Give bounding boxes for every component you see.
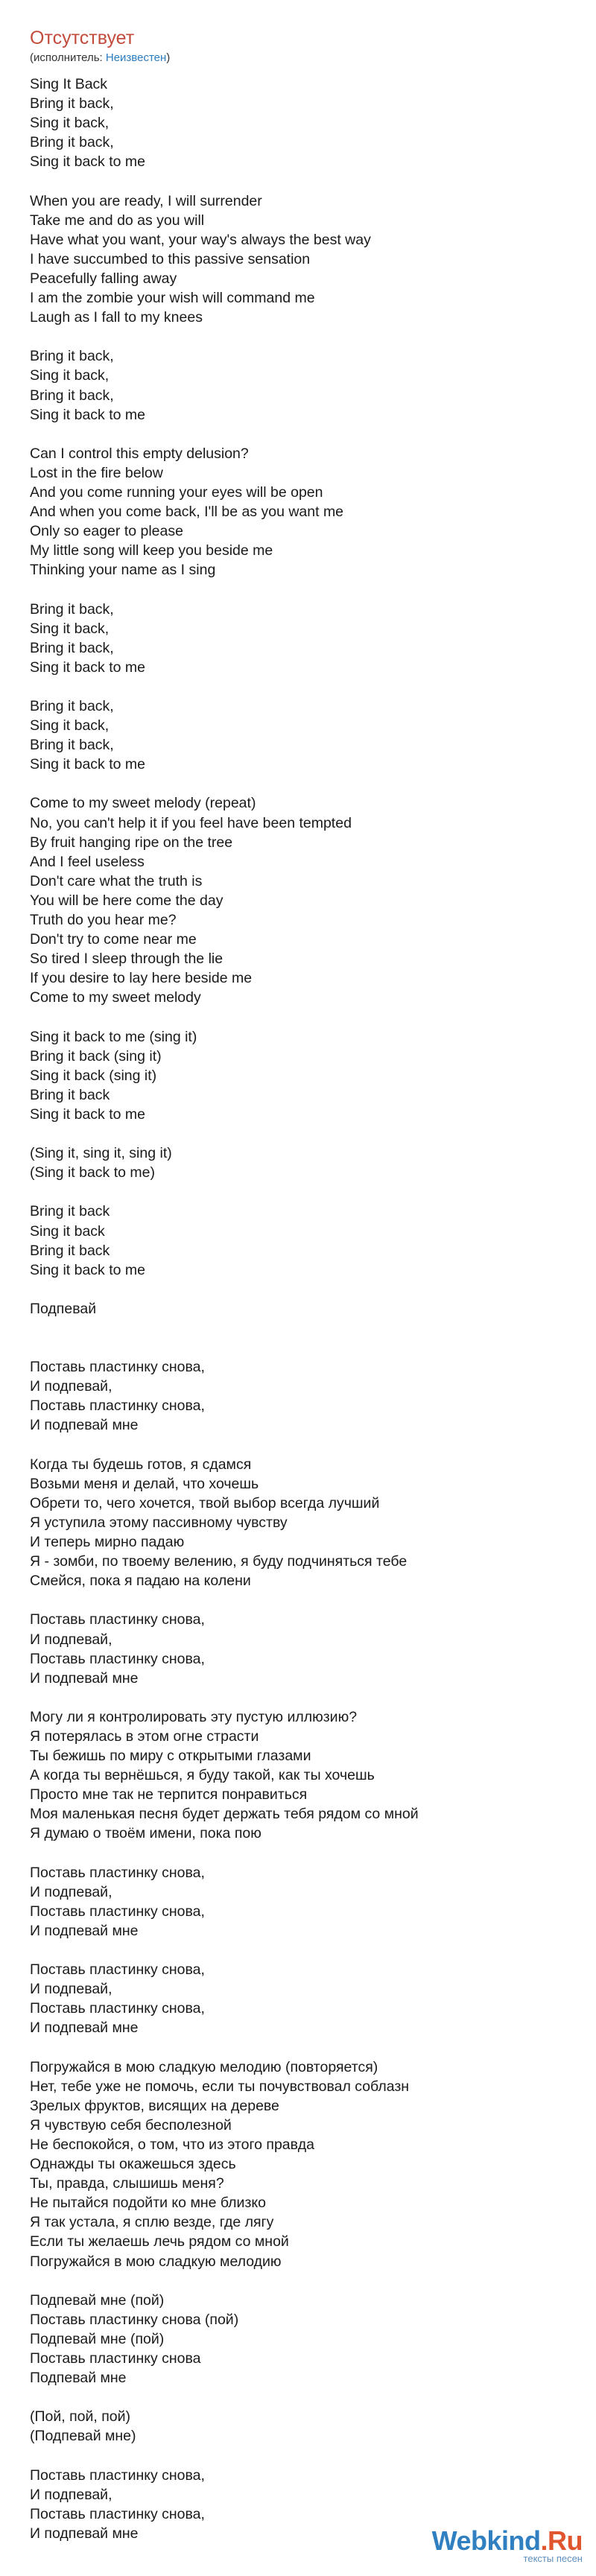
lyric-line: Подпевай [30, 1300, 97, 1317]
stanza-gap [30, 1844, 566, 1863]
lyric-line: Sing it back, [30, 367, 110, 384]
lyric-line: Могу ли я контролировать эту пустую иллюзию? [30, 1708, 358, 1725]
stanza-gap [30, 1435, 566, 1455]
lyric-line: Don't care what the truth is [30, 872, 203, 889]
lyric-line: Поставь пластинку снова, [30, 1903, 205, 1920]
logo-ru: .Ru [540, 2525, 583, 2556]
lyric-line: Bring it back [30, 1086, 110, 1103]
logo-subtitle: тексты песен [523, 2553, 583, 2564]
lyric-line: Я так устала, я сплю везде, где лягу [30, 2214, 274, 2231]
lyric-line: Подпевай мне [30, 2370, 127, 2387]
lyrics-stanza [30, 1299, 566, 1319]
lyric-line: Peacefully falling away [30, 270, 177, 287]
lyrics-stanza [30, 1357, 566, 1435]
lyrics-stanza [30, 1202, 566, 1279]
lyric-line: No, you can't help it if you feel have been tempted [30, 814, 352, 831]
lyric-line: Truth do you hear me? [30, 912, 177, 929]
lyric-line: Sing it back to me [30, 1105, 145, 1123]
lyric-line: By fruit hanging ripe on the tree [30, 834, 233, 851]
lyric-line: Bring it back, [30, 698, 114, 714]
stanza-gap [30, 1280, 566, 1299]
logo-web: Web [431, 2525, 487, 2556]
lyric-line: Поставь пластинку снова, [30, 1359, 205, 1376]
stanza-gap [30, 774, 566, 793]
lyric-line: Погружайся в мою сладкую мелодию [30, 2253, 282, 2270]
artist-suffix: ) [166, 51, 171, 64]
lyric-line: Поставь пластинку снова, [30, 1611, 205, 1628]
lyric-line: Sing it back to me [30, 1261, 145, 1278]
lyric-line: Зрелых фруктов, висящих на дереве [30, 2097, 279, 2114]
lyric-line: Я уступила этому пассивному чувству [30, 1514, 288, 1531]
lyric-line: (Подпевай мне) [30, 2428, 136, 2445]
stanza-gap [30, 1590, 566, 1610]
lyric-line: Когда ты будешь готов, я сдамся [30, 1456, 252, 1473]
lyric-line: Нет, тебе уже не помочь, если ты почувствовал соблазн [30, 2078, 410, 2095]
lyric-line: И подпевай мне [30, 1669, 139, 1687]
stanza-gap [30, 1182, 566, 1202]
lyric-line: Only so eager to please [30, 523, 183, 540]
lyric-line: И подпевай мне [30, 2020, 139, 2037]
lyric-line: And when you come back, I'll be as you want me [30, 504, 344, 521]
lyric-line: Come to my sweet melody [30, 989, 201, 1006]
stanza-gap [30, 1319, 566, 1357]
lyric-line: Bring it back [30, 1203, 110, 1220]
lyric-line: (Пой, пой, пой) [30, 2408, 131, 2426]
lyric-line: Поставь пластинку снова, [30, 1864, 205, 1881]
lyric-line: И подпевай мне [30, 2525, 139, 2542]
stanza-gap [30, 1688, 566, 1707]
lyric-line: Sing it back to me [30, 756, 145, 773]
lyric-line: Laugh as I fall to my knees [30, 309, 203, 326]
lyric-line: Sing it back to me [30, 153, 145, 171]
lyric-line: I am the zombie your wish will command me [30, 290, 315, 307]
lyric-line: Я думаю о твоём имени, пока пою [30, 1825, 261, 1842]
lyric-line: Lost in the fire below [30, 464, 163, 481]
stanza-gap [30, 327, 566, 346]
stanza-gap [30, 171, 566, 191]
lyric-line: Я чувствую себя бесполезной [30, 2116, 232, 2134]
lyrics-stanza [30, 1455, 566, 1591]
lyric-line: Bring it back, [30, 737, 114, 754]
lyric-line: Can I control this empty delusion? [30, 445, 249, 462]
lyric-line: Ты, правда, слышишь меня? [30, 2175, 224, 2192]
lyric-line: Bring it back [30, 1242, 110, 1259]
lyric-line: Sing It Back [30, 76, 108, 92]
lyric-line: Sing it back, [30, 620, 110, 637]
lyrics-stanza [30, 444, 566, 580]
lyric-line: И подпевай мне [30, 1417, 139, 1434]
lyric-line: Поставь пластинку снова, [30, 2505, 205, 2522]
lyric-line: Поставь пластинку снова, [30, 2000, 205, 2017]
lyrics-stanza [30, 793, 566, 1007]
lyrics-stanza [30, 1143, 566, 1182]
lyric-line: Sing it back to me (sing it) [30, 1028, 197, 1045]
lyric-line: Sing it back, [30, 115, 110, 132]
lyric-line: Смейся, пока я падаю на колени [30, 1573, 251, 1590]
stanza-gap [30, 2388, 566, 2407]
lyric-line: Возьми меня и делай, что хочешь [30, 1475, 259, 1492]
lyric-line: If you desire to lay here beside me [30, 970, 253, 987]
lyric-line: Подпевай мне (пой) [30, 2291, 165, 2309]
lyrics-stanza [30, 1960, 566, 2037]
artist-line [30, 51, 566, 66]
lyrics-stanza [30, 2407, 566, 2446]
lyric-line: Sing it back (sing it) [30, 1067, 157, 1084]
lyric-line: Поставь пластинку снова (пой) [30, 2311, 239, 2328]
stanza-gap [30, 677, 566, 697]
lyrics-stanza [30, 74, 566, 171]
lyric-line: Не пытайся подойти ко мне близко [30, 2195, 266, 2212]
lyric-line: Ты бежишь по миру с открытыми глазами [30, 1748, 311, 1765]
lyric-line: И теперь мирно падаю [30, 1534, 185, 1551]
lyric-line: My little song will keep you beside me [30, 542, 273, 559]
lyric-line: Обрети то, чего хочется, твой выбор всегда лучший [30, 1494, 380, 1511]
logo-kind: kind [486, 2525, 541, 2556]
lyric-line: Have what you want, your way's always the best way [30, 231, 371, 248]
lyric-line: Однажды ты окажешься здесь [30, 2156, 236, 2173]
lyrics-stanza [30, 1707, 566, 1844]
lyric-line: Подпевай мне (пой) [30, 2330, 165, 2347]
lyrics-stanza [30, 1027, 566, 1124]
lyric-line: И подпевай, [30, 1378, 112, 1395]
lyrics-stanza [30, 1863, 566, 1941]
lyric-line: Take me and do as you will [30, 212, 205, 229]
lyric-line: (Sing it, sing it, sing it) [30, 1145, 172, 1162]
lyric-line: Не беспокойся, о том, что из этого правда [30, 2136, 315, 2153]
lyrics-stanza [30, 1610, 566, 1687]
lyric-line: А когда ты вернёшься, я буду такой, как ты хочешь [30, 1767, 375, 1784]
lyric-line: И подпевай, [30, 2486, 112, 2503]
lyric-line: Поставь пластинку снова, [30, 1650, 205, 1667]
stanza-gap [30, 580, 566, 599]
stanza-gap [30, 2037, 566, 2057]
stanza-gap [30, 1124, 566, 1143]
lyrics-stanza [30, 2291, 566, 2388]
lyric-line: Поставь пластинку снова, [30, 1398, 205, 1415]
stanza-gap [30, 2446, 566, 2465]
lyric-line: И подпевай, [30, 1981, 112, 1998]
lyric-line: When you are ready, I will surrender [30, 192, 262, 209]
lyrics-body [30, 74, 566, 2543]
lyrics-stanza [30, 600, 566, 677]
lyric-line: Come to my sweet melody (repeat) [30, 795, 256, 812]
lyric-line: Bring it back, [30, 639, 114, 656]
lyric-line: I have succumbed to this passive sensation [30, 250, 311, 267]
lyric-line: И подпевай мне [30, 1922, 139, 1939]
lyric-line: Sing it back to me [30, 406, 145, 423]
lyric-line: Bring it back, [30, 387, 114, 404]
artist-link[interactable]: Неизвестен [105, 51, 167, 64]
lyric-line: Sing it back, [30, 717, 110, 735]
lyric-line: Я потерялась в этом огне страсти [30, 1728, 259, 1745]
lyric-line: Bring it back, [30, 600, 114, 618]
stanza-gap [30, 1941, 566, 1960]
lyric-line: Bring it back (sing it) [30, 1047, 162, 1065]
lyric-line: Поставь пластинку снова, [30, 1961, 205, 1979]
lyric-line: Sing it back to me [30, 659, 145, 676]
lyric-line: Просто мне так не терпится понравиться [30, 1786, 308, 1803]
lyric-line: Погружайся в мою сладкую мелодию (повторяется) [30, 2058, 378, 2075]
lyric-line: Поставь пластинку снова, [30, 2466, 205, 2484]
lyrics-stanza [30, 191, 566, 328]
stanza-gap [30, 425, 566, 444]
lyrics-stanza [30, 346, 566, 424]
lyric-line: Bring it back, [30, 348, 114, 365]
lyric-line: And I feel useless [30, 853, 145, 870]
lyric-line: You will be here come the day [30, 892, 224, 909]
lyric-line: Don't try to come near me [30, 931, 197, 948]
lyric-line: Bring it back, [30, 95, 114, 112]
lyric-line: Bring it back, [30, 134, 114, 151]
stanza-gap [30, 1008, 566, 1027]
site-logo[interactable] [432, 2527, 583, 2564]
lyric-line: И подпевай, [30, 1631, 112, 1648]
stanza-gap [30, 2271, 566, 2291]
logo-wordmark [432, 2527, 583, 2555]
lyric-line: Моя маленькая песня будет держать тебя рядом со мной [30, 1806, 419, 1823]
lyric-line: And you come running your eyes will be open [30, 483, 323, 501]
lyric-line: Sing it back [30, 1222, 105, 1240]
song-title: Отсутствует [30, 28, 135, 48]
lyrics-stanza [30, 697, 566, 774]
artist-prefix: (исполнитель: [30, 51, 106, 64]
lyric-line: Если ты желаешь лечь рядом со мной [30, 2233, 289, 2250]
lyric-line: Я - зомби, по твоему велению, я буду подчиняться тебе [30, 1553, 408, 1570]
lyrics-stanza [30, 2058, 566, 2271]
lyric-line: So tired I sleep through the lie [30, 951, 224, 968]
lyric-line: Поставь пластинку снова [30, 2350, 201, 2367]
lyric-line: И подпевай, [30, 1883, 112, 1900]
lyric-line: Thinking your name as I sing [30, 562, 216, 579]
lyric-line: (Sing it back to me) [30, 1164, 155, 1181]
